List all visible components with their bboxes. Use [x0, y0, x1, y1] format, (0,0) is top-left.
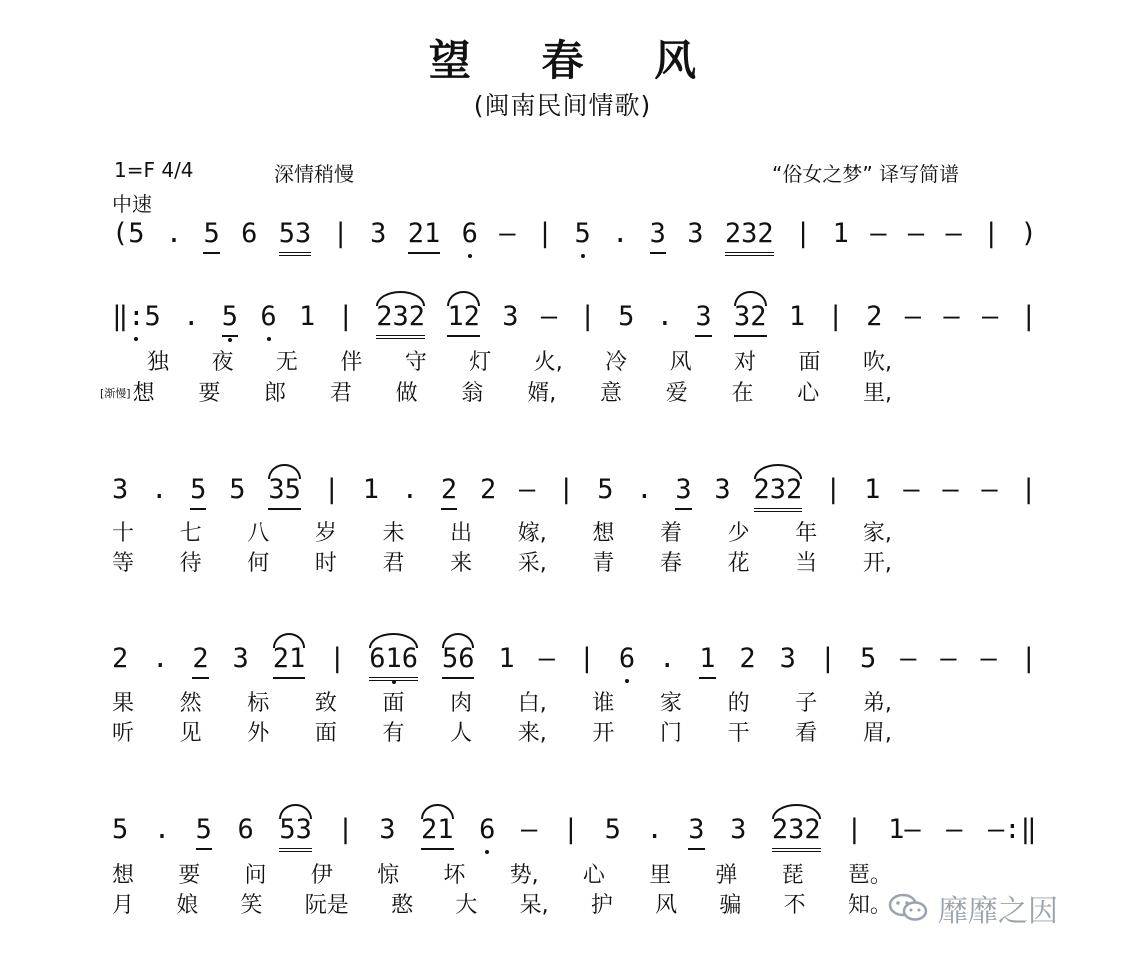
note: 3	[687, 218, 704, 249]
lyric-char: 大	[455, 893, 478, 918]
lyric-char: 无	[275, 350, 298, 375]
lyric-char: 听	[112, 721, 135, 746]
barline: |	[983, 218, 1000, 249]
lyric-char: 着	[659, 521, 682, 546]
note: 12	[447, 300, 480, 337]
lyric-char: 守	[404, 350, 427, 375]
note: 3	[779, 643, 796, 674]
lyric-char: 独	[147, 350, 170, 375]
note: 2	[112, 643, 129, 674]
lyric-char: 有	[382, 721, 405, 746]
lyric-char: 干	[727, 721, 750, 746]
lyric-char: 未	[382, 521, 405, 546]
lyric-char: 外	[247, 721, 270, 746]
score-line-1	[112, 300, 1037, 339]
lyrics-line-2-verse-2	[112, 550, 892, 578]
wechat-icon	[888, 892, 930, 924]
lyric-char: 护	[590, 893, 613, 918]
note: —	[499, 218, 516, 249]
lyric-char: 想	[592, 521, 615, 546]
lyric-char: 要	[198, 381, 221, 406]
note: —	[870, 218, 887, 249]
lyric-char: 面	[798, 350, 821, 375]
note: 3	[370, 218, 387, 249]
note: —	[519, 474, 536, 505]
note: 5	[196, 813, 212, 850]
lyric-char: 的	[727, 691, 750, 716]
barline: |	[536, 218, 554, 249]
note: 1	[299, 301, 316, 332]
note: 1	[699, 642, 715, 679]
note: 5	[574, 218, 591, 249]
note: 3	[379, 814, 396, 845]
lyric-char: 爱	[665, 381, 688, 406]
barline: |	[578, 643, 595, 674]
note: 21	[408, 217, 441, 254]
arranger-credit: “俗女之梦” 译写简谱	[772, 162, 960, 186]
key-time-signature: 1=F 4/4	[114, 158, 194, 182]
lyric-char: 岁	[314, 521, 337, 546]
barline: |	[562, 814, 580, 845]
lyric-char: 来	[450, 551, 473, 576]
lyric-char: 夜	[211, 350, 234, 375]
note: 2	[479, 474, 497, 505]
note: —	[900, 643, 917, 674]
lyric-char: 家,	[862, 521, 892, 546]
lyrics-line-1-verse-1	[112, 349, 892, 377]
lyric-char: 少	[727, 521, 750, 546]
lyric-char: 青	[592, 551, 615, 576]
note: —	[981, 474, 998, 505]
lyric-char: 琵	[781, 863, 804, 888]
barline: |	[819, 643, 837, 674]
lyric-char: 做	[395, 381, 418, 406]
barline: |	[1020, 643, 1037, 674]
lyric-char: 对	[734, 350, 757, 375]
barline: |	[846, 814, 863, 845]
lyric-char: 十	[112, 521, 135, 546]
lyric-char: 嫁,	[517, 521, 547, 546]
lyrics-line-1-verse-2	[100, 380, 892, 408]
note: 3	[112, 474, 129, 505]
lyric-char: 面	[382, 691, 405, 716]
note: .	[659, 643, 676, 674]
note: 6	[237, 814, 254, 845]
lyric-char: 门	[659, 721, 682, 746]
note: .	[153, 814, 171, 845]
lyric-char: 伊	[310, 863, 333, 888]
note: 5	[190, 473, 206, 510]
note: 5	[618, 301, 635, 332]
lyric-char: 翁	[461, 381, 484, 406]
note: 5	[112, 814, 129, 845]
score-prelude	[112, 217, 1037, 256]
lyric-char: 果	[112, 691, 135, 716]
lyric-char: 采,	[517, 551, 547, 576]
lyric-char: 人	[450, 721, 473, 746]
lyric-char: 待	[179, 551, 202, 576]
note: —	[945, 218, 962, 249]
lyric-char: 八	[247, 521, 270, 546]
lyric-char: 憨	[391, 893, 414, 918]
lyric-char: 心	[582, 863, 605, 888]
lyric-char: 势,	[509, 863, 539, 888]
lyric-char: 吹,	[862, 350, 892, 375]
lyrics-line-4-verse-1	[112, 862, 892, 890]
watermark-text: 靡靡之因	[938, 894, 1058, 929]
lyric-char: 阮是	[304, 893, 349, 918]
tempo-expression: 深情稍慢	[274, 162, 354, 186]
lyric-char: 在	[731, 381, 754, 406]
lyric-char: 开	[592, 721, 615, 746]
note: 6	[241, 218, 258, 249]
note: ‖:5	[112, 301, 161, 332]
note: —	[540, 301, 558, 332]
note: 6	[618, 643, 636, 674]
lyric-char: 郎	[264, 381, 287, 406]
lyrics-line-3-verse-2	[112, 720, 892, 748]
note: .	[401, 474, 419, 505]
lyric-char: 呆,	[519, 893, 549, 918]
note: 616	[369, 642, 418, 681]
lyric-char: 娘	[176, 893, 199, 918]
lyric-char: 风	[669, 350, 692, 375]
note: 53	[279, 217, 312, 256]
note: 53	[279, 813, 312, 852]
lyric-char: 风	[655, 893, 678, 918]
lyric-char: 冷	[605, 350, 628, 375]
lyric-char: 里,	[863, 381, 892, 406]
lyric-char: 里	[649, 863, 672, 888]
lyric-char: 眉,	[862, 721, 892, 746]
barline: |	[795, 218, 812, 249]
barline: |	[827, 301, 844, 332]
note: 232	[725, 217, 774, 256]
lyric-char: 想	[112, 863, 135, 888]
note: 1	[832, 218, 849, 249]
lyric-char: 谁	[592, 691, 615, 716]
lyric-char: 月	[112, 893, 135, 918]
lyric-char: 时	[314, 551, 337, 576]
note: 6	[461, 218, 478, 249]
note: .	[612, 218, 629, 249]
note: —	[538, 643, 555, 674]
lyric-char: 年	[795, 521, 818, 546]
barline: |	[332, 218, 349, 249]
lyric-char: 何	[247, 551, 270, 576]
lyric-char: 婿,	[527, 381, 557, 406]
lyric-char: 知。	[847, 893, 892, 918]
lyric-char: 惊	[377, 863, 400, 888]
lyric-char: 火,	[533, 350, 563, 375]
note: 232	[376, 300, 425, 339]
note: .	[151, 474, 168, 505]
note: 5	[597, 474, 614, 505]
barline: |	[825, 474, 842, 505]
score-line-2	[112, 473, 1037, 512]
lyric-char: 致	[314, 691, 337, 716]
lyric-char: 花	[727, 551, 750, 576]
lyric-char: 出	[450, 521, 473, 546]
lyrics-line-4-verse-2	[112, 892, 892, 920]
lyric-char: 春	[659, 551, 682, 576]
note: (5	[112, 218, 145, 249]
lyric-char: 琶。	[847, 863, 892, 888]
note: 5	[859, 643, 877, 674]
tempo-tag: [渐慢]	[100, 387, 131, 400]
note: 1—	[888, 814, 921, 845]
score-line-3	[112, 642, 1037, 681]
lyric-char: 灯	[469, 350, 492, 375]
note: 5	[203, 217, 219, 254]
note: —	[943, 301, 960, 332]
note: .	[183, 301, 200, 332]
lyric-char: 笑	[240, 893, 263, 918]
lyrics-line-3-verse-1	[112, 690, 892, 718]
note: —	[982, 301, 999, 332]
barline: |	[558, 474, 575, 505]
note: 1	[788, 301, 806, 332]
note: —	[904, 301, 922, 332]
note: 21	[273, 642, 306, 679]
note: 3	[695, 300, 711, 337]
note: 5	[604, 814, 621, 845]
note: 3	[714, 474, 731, 505]
note: 5	[222, 300, 238, 337]
note: —	[980, 643, 997, 674]
note: —	[903, 474, 920, 505]
lyric-char: 君	[382, 551, 405, 576]
score-line-4	[112, 813, 1037, 852]
lyric-char: 标	[247, 691, 270, 716]
barline: |	[579, 301, 596, 332]
lyric-char: 家	[659, 691, 682, 716]
note: )	[1020, 218, 1037, 249]
note: 232	[754, 473, 803, 512]
lyric-char: 骗	[719, 893, 742, 918]
note: .	[656, 301, 674, 332]
note: 3	[232, 643, 249, 674]
note: —	[520, 814, 538, 845]
note: 2	[192, 642, 208, 679]
lyric-char: 子	[795, 691, 818, 716]
note: 35	[268, 473, 301, 510]
note: 1	[864, 474, 881, 505]
note: 232	[772, 813, 821, 852]
note: 56	[442, 642, 475, 679]
barline: |	[329, 643, 346, 674]
note: 32	[734, 300, 767, 337]
lyric-char: 心	[797, 381, 820, 406]
note: 3	[650, 217, 666, 254]
lyric-char: 白,	[517, 691, 547, 716]
lyric-char: 见	[179, 721, 202, 746]
note: —	[940, 643, 957, 674]
note: 2	[866, 301, 883, 332]
lyric-char: [渐慢]想	[100, 381, 155, 406]
note: —	[946, 814, 963, 845]
lyric-char: 肉	[450, 691, 473, 716]
note: 3	[688, 813, 704, 850]
lyric-char: 来,	[517, 721, 547, 746]
note: 2	[441, 473, 457, 510]
repeat-end: —:‖	[988, 814, 1037, 845]
note: 21	[421, 813, 454, 850]
lyric-char: 看	[795, 721, 818, 746]
lyric-char: 君	[329, 381, 352, 406]
tempo-marking: 中速	[112, 192, 152, 216]
lyric-char: 不	[783, 893, 806, 918]
watermark	[888, 886, 1058, 930]
lyric-char: 开,	[862, 551, 892, 576]
lyrics-line-2-verse-1	[112, 520, 892, 548]
barline: |	[323, 474, 340, 505]
note: .	[165, 218, 183, 249]
barline: |	[337, 814, 354, 845]
lyric-char: 七	[179, 521, 202, 546]
lyric-char: 意	[599, 381, 622, 406]
lyric-char: 等	[112, 551, 135, 576]
note: .	[152, 643, 169, 674]
note: 3	[730, 814, 747, 845]
lyric-char: 弟,	[862, 691, 892, 716]
note: —	[942, 474, 959, 505]
lyric-char: 然	[179, 691, 202, 716]
song-subtitle: (闽南民间情歌)	[473, 91, 652, 120]
barline: |	[1020, 474, 1037, 505]
note: 6	[260, 301, 277, 332]
note: 3	[502, 301, 519, 332]
note: .	[636, 474, 653, 505]
note: .	[646, 814, 663, 845]
note: 5	[229, 474, 246, 505]
lyric-char: 弹	[715, 863, 738, 888]
song-title: 望 春 风	[428, 36, 725, 85]
lyric-char: 坏	[443, 863, 466, 888]
lyric-char: 问	[244, 863, 267, 888]
lyric-char: 面	[314, 721, 337, 746]
note: 3	[675, 473, 691, 510]
note: 2	[739, 643, 756, 674]
lyric-char: 当	[795, 551, 818, 576]
note: —	[907, 218, 925, 249]
note: 1	[498, 643, 515, 674]
note: 6	[479, 814, 496, 845]
lyric-char: 要	[178, 863, 201, 888]
barline: |	[1020, 301, 1037, 332]
lyric-char: 伴	[340, 350, 363, 375]
barline: |	[337, 301, 354, 332]
note: 1	[362, 474, 379, 505]
